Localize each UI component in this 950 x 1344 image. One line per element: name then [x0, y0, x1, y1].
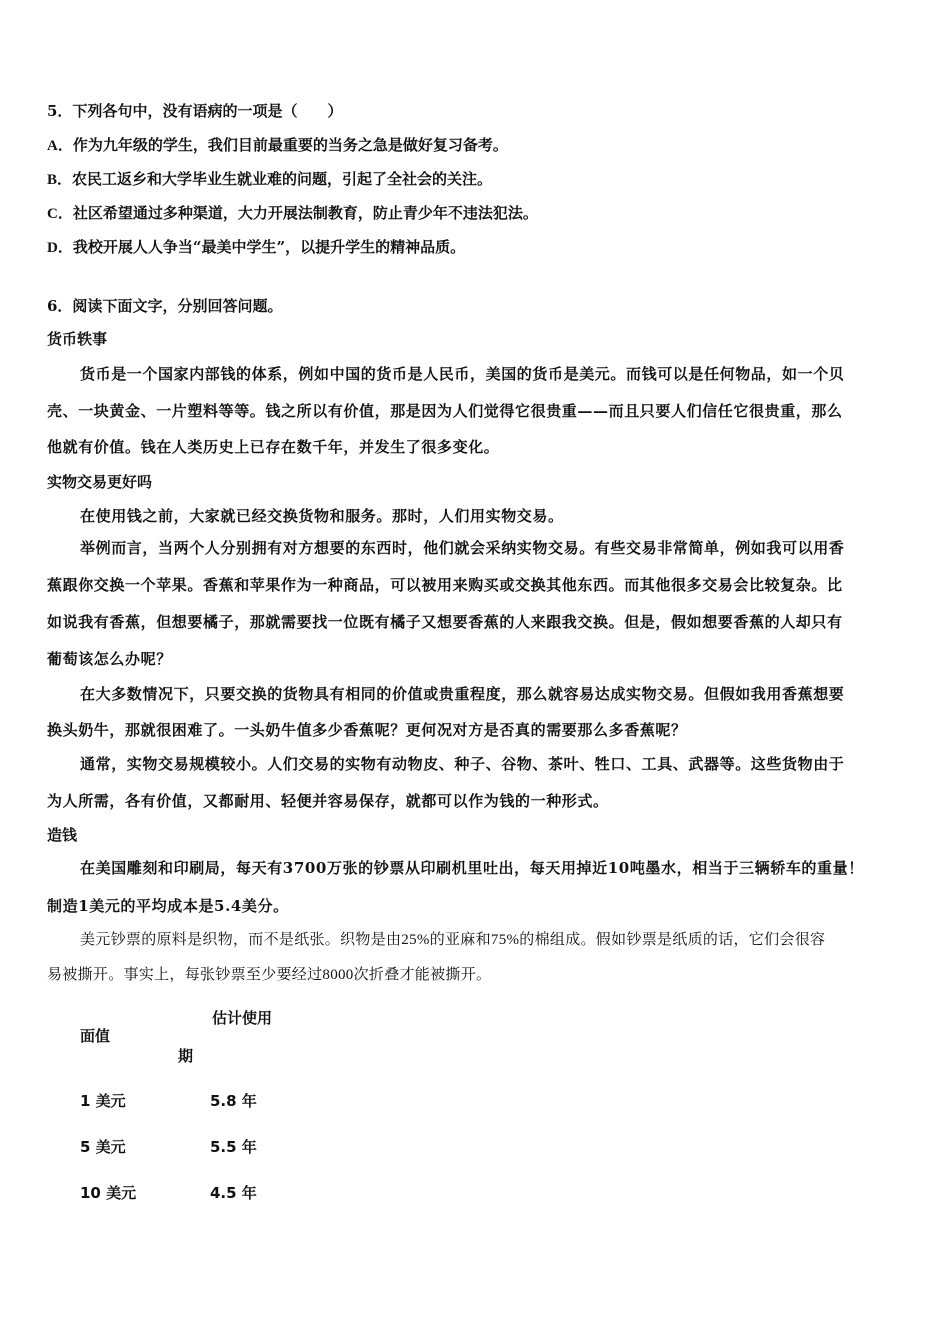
- table-cell-denomination: 5 美元: [80, 1138, 126, 1156]
- paragraph-line: 易被撕开。事实上，每张钞票至少要经过8000次折叠才能被撕开。: [47, 967, 492, 983]
- option-letter: A．: [47, 138, 73, 154]
- option-text: 社区希望通过多种渠道，大力开展法制教育，防止青少年不违法犯法。: [72, 204, 538, 222]
- table-header-life-line2: 期: [178, 1047, 194, 1065]
- table-header-denomination: 面值: [80, 1027, 111, 1045]
- paragraph-line: 在使用钱之前，大家就已经交换货物和服务。那时，人们用实物交易。: [80, 507, 564, 525]
- question-6-stem: 6．阅读下面文字，分别回答问题。: [47, 297, 283, 315]
- option-d: [47, 237, 465, 258]
- option-b: [47, 169, 492, 190]
- option-letter: C．: [47, 206, 73, 222]
- question-5-stem: 5．下列各句中，没有语病的一项是（ ）: [47, 102, 343, 120]
- paragraph-line: 货币是一个国家内部钱的体系，例如中国的货币是人民币，美国的货币是美元。而钱可以是任何物品，如一个贝: [80, 365, 845, 383]
- paragraph-line: 蕉跟你交换一个苹果。香蕉和苹果作为一种商品，可以被用来购买或交换其他东西。而其他很多交易会比较复杂。比: [47, 576, 843, 594]
- option-letter: D．: [47, 240, 73, 256]
- section-title-currency-anecdotes: 货币轶事: [47, 330, 108, 348]
- table-header-life-line1: 估计使用: [212, 1009, 273, 1027]
- option-text: 我校开展人人争当“最美中学生”，以提升学生的精神品质。: [72, 238, 466, 256]
- table-cell-denomination: 1 美元: [80, 1092, 126, 1110]
- paragraph-line: 为人所需，各有价值，又都耐用、轻便并容易保存，就都可以作为钱的一种形式。: [47, 792, 609, 810]
- paragraph-line: 制造1美元的平均成本是5.4美分。: [47, 897, 289, 915]
- option-a: [47, 135, 508, 156]
- paragraph-line: 如说我有香蕉，但想要橘子，那就需要找一位既有橘子又想要香蕉的人来跟我交换。但是，假如想要香蕉的人却只有: [47, 613, 843, 631]
- option-letter: B．: [47, 172, 73, 188]
- table-cell-life: 4.5 年: [210, 1184, 257, 1202]
- section-title-making-money: 造钱: [47, 826, 78, 844]
- option-text: 农民工返乡和大学毕业生就业难的问题，引起了全社会的关注。: [72, 170, 493, 188]
- option-text: 作为九年级的学生，我们目前最重要的当务之急是做好复习备考。: [72, 136, 508, 154]
- paragraph-line: 他就有价值。钱在人类历史上已存在数千年，并发生了很多变化。: [47, 438, 500, 456]
- option-c: [47, 203, 538, 224]
- table-cell-life: 5.8 年: [210, 1092, 257, 1110]
- table-cell-denomination: 10 美元: [80, 1184, 137, 1202]
- paragraph-line: 壳、一块黄金、一片塑料等等。钱之所以有价值，那是因为人们觉得它很贵重——而且只要人们信任它很贵重，那么: [47, 402, 843, 420]
- paragraph-line: 在大多数情况下，只要交换的货物具有相同的价值或贵重程度，那么就容易达成实物交易。但假如我用香蕉想要: [80, 685, 845, 703]
- paragraph-line: 葡萄该怎么办呢？: [47, 650, 172, 668]
- paragraph-line: 通常，实物交易规模较小。人们交易的实物有动物皮、种子、谷物、茶叶、牲口、工具、武器等。这些货物由于: [80, 755, 845, 773]
- paragraph-line: 举例而言，当两个人分别拥有对方想要的东西时，他们就会采纳实物交易。有些交易非常简单，例如我可以用香: [80, 539, 845, 557]
- paragraph-line: 换头奶牛，那就很困难了。一头奶牛值多少香蕉呢？更何况对方是否真的需要那么多香蕉呢？: [47, 721, 687, 739]
- section-title-barter: 实物交易更好吗: [47, 473, 153, 491]
- paragraph-line: 在美国雕刻和印刷局，每天有3700万张的钞票从印刷机里吐出，每天用掉近10吨墨水，相当于三辆轿车的重量！: [80, 859, 864, 877]
- paragraph-line: 美元钞票的原料是织物，而不是纸张。织物是由25%的亚麻和75%的棉组成。假如钞票是纸质的话，它们会很容: [80, 932, 826, 948]
- table-cell-life: 5.5 年: [210, 1138, 257, 1156]
